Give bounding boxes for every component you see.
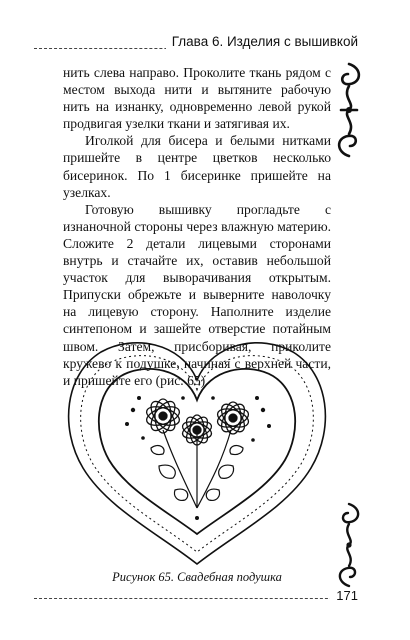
paragraph: Готовую вышивку прогладьте с изнаночной стороны через влажную материю. Сложите 2 детали лицевыми сторонами внутрь и стачайте их, оставив небольшой участок для выворачивания открытым. Припуски обрежьте и выверните наволочку на лицевую сторону. Наполните изделие синтепоном и зашейте отверстие потайным швом. Затем, присборивая, приколите кружево к подушке, начиная с верхней части, и пришейте его (рис. 65). bbox=[63, 201, 331, 388]
chapter-title: Глава 6. Изделия с вышивкой bbox=[166, 34, 358, 49]
footer-dashed-rule bbox=[34, 598, 358, 599]
page-number: 171 bbox=[330, 588, 358, 603]
bottom-scroll-ornament-icon bbox=[334, 500, 364, 590]
running-header bbox=[34, 36, 358, 58]
top-scroll-ornament-icon bbox=[332, 60, 366, 160]
paragraph: нить слева направо. Проколите ткань рядом с местом выхода нити и вытяните рабочую нить на изнанку, одновременно левой рукой продвигая узелки ткани и затягивая их. bbox=[63, 65, 331, 132]
wedding-pillow-illustration bbox=[63, 338, 331, 568]
paragraph: Иголкой для бисера и белыми нитками пришейте в центре цветков несколько бисеринок. По 1 бисеринке пришейте на узелках. bbox=[63, 133, 331, 200]
figure-caption: Рисунок 65. Свадебная подушка bbox=[112, 570, 282, 584]
running-footer bbox=[34, 588, 358, 608]
